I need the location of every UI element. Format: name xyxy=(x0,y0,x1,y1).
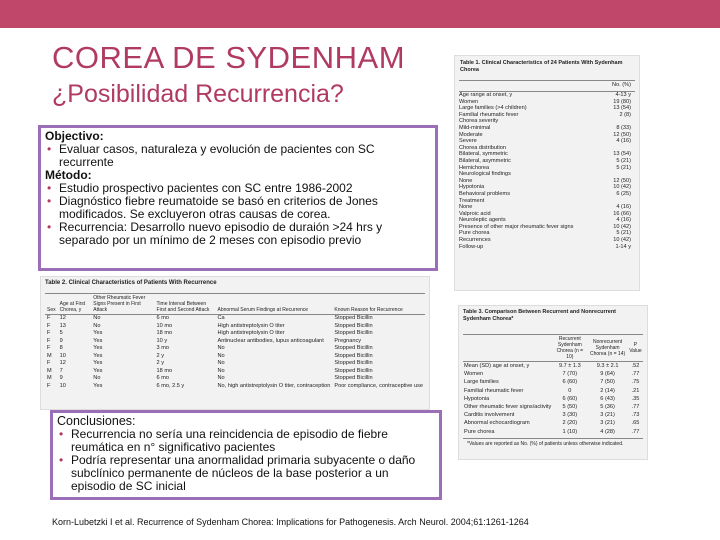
table1-row-value: 2 (8) xyxy=(619,111,631,118)
table1-row-label: None xyxy=(459,177,473,184)
table1-row-value: 4 (16) xyxy=(616,138,631,145)
table2-cell: Stopped Bicillin xyxy=(334,330,373,336)
table1-row-value: 4 (16) xyxy=(616,204,631,211)
table2-cell: 6 mo, 2.5 y xyxy=(156,382,185,389)
table2-cell: Yes xyxy=(93,360,103,366)
table3-row xyxy=(463,362,643,371)
table2-cell: 2 y xyxy=(156,360,165,366)
bullet-icon: • xyxy=(59,453,64,467)
table1-row-label: Chorea distribution xyxy=(459,144,506,151)
table3-footnote: *Values are reported as No. (%) of patients unless otherwise indicated. xyxy=(463,438,643,449)
table2-cell: Stopped Bicillin xyxy=(334,322,373,329)
table2-cell: 7 xyxy=(59,367,63,374)
citation: Korn-Lubetzki I et al. Recurrence of Sydenham Chorea: Implications for Pathogenesis. Arch Neurol. 2004;61:1261-1264 xyxy=(52,517,529,527)
table2-cell: No, high antistreptolysin O titer, contraception xyxy=(217,382,331,389)
conclusion-item: • Podría representar una anormalidad primaria subyacente o daño subclínico permanente de núcleos de la base posterior a un episodio de SC inicial xyxy=(59,453,416,493)
table2-cell: 6 mo xyxy=(156,375,169,381)
table2-cell: F xyxy=(47,330,51,336)
table1-row xyxy=(459,198,635,205)
table2-cell: F xyxy=(47,337,51,344)
table3-cell: Hypotonia xyxy=(464,395,490,402)
table2-row xyxy=(45,330,425,338)
table3-column-header: Recurrent Sydenham Chorea (n = 10) xyxy=(552,335,587,362)
table3-row xyxy=(463,387,643,395)
bullet-icon: • xyxy=(47,142,52,156)
table3-cell: Familial rheumatic fever xyxy=(464,387,524,394)
table2-cell: Pregnancy xyxy=(334,337,362,344)
table1-title: Table 1. Clinical Characteristics of 24 Patients With Sydenham Chorea xyxy=(460,60,623,73)
table3-header-row xyxy=(463,335,643,362)
table2-cell: 3 mo xyxy=(156,345,169,351)
table2-row xyxy=(45,360,425,368)
table1-row xyxy=(459,211,635,218)
table2-cell: 10 mo xyxy=(156,322,173,329)
table3-cell: 9.7 ± 1.3 xyxy=(558,363,581,369)
table1-row-label: Hemichorea xyxy=(459,164,490,171)
bullet-icon: • xyxy=(47,181,52,195)
objective-list xyxy=(45,143,431,169)
table3-cell: .75 xyxy=(631,379,640,386)
table3-cell: 3 (21) xyxy=(600,412,615,419)
table1-row-value: 4 (16) xyxy=(616,217,631,224)
table3-column-header: Nonrecurrent Sydenham Chorea (n = 14) xyxy=(587,335,628,362)
table2-image xyxy=(40,276,430,410)
table2-cell: No xyxy=(217,352,225,359)
table1-row-label: Bilateral, asymmetric xyxy=(459,157,511,164)
table1-row xyxy=(459,224,635,231)
table1-row-label: Pure chorea xyxy=(459,230,490,237)
table1-row-label: Valproic acid xyxy=(459,210,491,217)
table3-column-header xyxy=(463,335,552,362)
table2-cell: 10 y xyxy=(156,337,168,344)
table1-row xyxy=(459,237,635,244)
table1-row-value: 16 (66) xyxy=(613,210,631,217)
table1-row xyxy=(459,204,635,211)
table2-row xyxy=(45,315,425,323)
table1-row-label: Recurrences xyxy=(459,237,491,244)
table1-row xyxy=(459,158,635,165)
table1-row-label: Familial rheumatic fever xyxy=(459,111,519,118)
table1-row xyxy=(459,244,635,251)
conclusions-box xyxy=(50,410,442,500)
table2-cell: Stopped Bicillin xyxy=(334,367,373,374)
table3 xyxy=(463,334,643,436)
table3-cell: 5 (36) xyxy=(600,404,615,411)
table2-column-header: Age at First Chorea, y xyxy=(58,294,92,315)
table1-row-value: 10 (42) xyxy=(613,237,631,244)
table3-cell: Large families xyxy=(464,379,499,386)
table2-cell: No xyxy=(217,367,225,374)
table1-row-value: 8 (33) xyxy=(616,124,631,131)
table2-row xyxy=(45,353,425,361)
table2-row xyxy=(45,368,425,376)
table3-image xyxy=(458,305,648,460)
table2-row xyxy=(45,338,425,346)
table2-column-header: Time Interval Between First and Second Attack xyxy=(155,294,216,315)
table1-row-label: Moderate xyxy=(459,131,483,138)
table3-cell: 2 (20) xyxy=(562,420,578,427)
table2-column-header: Known Reason for Recurrence xyxy=(332,294,425,315)
table1-row-value: 10 (42) xyxy=(613,223,631,230)
table2-column-header: Sex xyxy=(45,294,58,315)
table3-row xyxy=(463,411,643,419)
table2-cell: 13 xyxy=(59,322,66,329)
top-banner xyxy=(0,0,720,28)
table3-cell: Pure chorea xyxy=(464,428,495,435)
table1-row-value: 13 (54) xyxy=(613,151,631,158)
method-item: • Estudio prospectivo pacientes con SC entre 1986-2002 xyxy=(47,181,353,195)
table2-cell: Poor compliance, contraceptive use xyxy=(334,382,423,389)
table3-cell: Carditis involvement xyxy=(464,412,515,419)
table2-header-row xyxy=(45,294,425,315)
table3-cell: .35 xyxy=(631,395,640,402)
table3-cell: .65 xyxy=(631,420,640,427)
table2-cell: F xyxy=(47,322,51,329)
table1-row xyxy=(459,171,635,178)
table1-row xyxy=(459,112,635,119)
table3-title: Table 3. Comparison Between Recurrent and Nonrecurrent Sydenham Chorea* xyxy=(463,309,617,322)
table2-row xyxy=(45,323,425,331)
table2-cell: Ca xyxy=(217,315,225,321)
table1-row-label: Hypotonia xyxy=(459,184,485,191)
bullet-icon: • xyxy=(59,427,64,441)
table3-row xyxy=(463,403,643,411)
table2-column-header: Abnormal Serum Findings at Recurrence xyxy=(215,294,332,315)
table2-cell: Stopped Bicillin xyxy=(334,375,373,381)
conclusions-list xyxy=(57,428,435,493)
table1-row xyxy=(459,138,635,145)
table3-cell: .73 xyxy=(631,412,640,419)
table2-title: Table 2. Clinical Characteristics of Patients With Recurrence xyxy=(45,280,217,286)
table1-row-label: None xyxy=(459,204,473,211)
table1-row-label: Neurological findings xyxy=(459,171,511,178)
table2-cell: 10 xyxy=(59,382,66,389)
table2-cell: 8 xyxy=(59,345,63,351)
table2-cell: High antistreptolysin O titer xyxy=(217,330,285,336)
table1-body xyxy=(455,92,639,250)
table3-cell: 5 (50) xyxy=(562,404,578,411)
table1-row-label: Women xyxy=(459,98,479,105)
table2-cell: 5 xyxy=(59,330,63,336)
objective-method-box xyxy=(38,125,438,271)
table3-column-header: P Value xyxy=(628,335,643,362)
table2-cell: M xyxy=(47,367,52,374)
table2-cell: No xyxy=(93,375,101,381)
table1-image xyxy=(454,55,640,291)
table2-cell: M xyxy=(47,352,52,359)
table2-row xyxy=(45,375,425,383)
table1-header: No. (%) xyxy=(459,80,635,92)
table1-row-value: 13 (54) xyxy=(613,105,631,112)
table3-row xyxy=(463,419,643,427)
table1-row-value: 19 (80) xyxy=(613,98,631,105)
table2-cell: 6 mo xyxy=(156,315,169,321)
table2-cell: Yes xyxy=(93,330,103,336)
table1-row-value: 5 (21) xyxy=(616,164,631,171)
table3-cell: Other rheumatic fever signs/activity xyxy=(464,404,552,411)
method-list xyxy=(45,182,431,247)
table2-row xyxy=(45,383,425,391)
table2-cell: Stopped Bicillin xyxy=(334,345,373,351)
table3-cell: 4 (28) xyxy=(600,428,615,435)
table2-cell: 18 mo xyxy=(156,367,173,374)
table2-cell: Stopped Bicillin xyxy=(334,360,373,366)
table2-cell: High antistreptolysin O titer xyxy=(217,322,285,329)
table1-row-value: 5 (21) xyxy=(616,230,631,237)
table3-cell: 9 (64) xyxy=(600,371,615,378)
table1-row xyxy=(459,105,635,112)
table2 xyxy=(45,293,425,390)
table3-cell: 6 (60) xyxy=(562,395,578,402)
table3-cell: 6 (43) xyxy=(600,395,615,402)
table1-row-label: Follow-up xyxy=(459,243,484,250)
table2-body xyxy=(45,315,425,391)
table1-row-value: 10 (42) xyxy=(613,184,631,191)
table2-cell: Stopped Bicillin xyxy=(334,315,373,321)
table1-row xyxy=(459,125,635,132)
table3-cell: .52 xyxy=(631,363,640,369)
table3-cell: 9.3 ± 2.1 xyxy=(596,363,619,369)
table3-cell: 0 xyxy=(568,387,572,394)
table2-cell: 18 mo xyxy=(156,330,173,336)
table2-cell: No xyxy=(217,375,225,381)
table2-cell: Yes xyxy=(93,337,103,344)
table1-row xyxy=(459,191,635,198)
table3-cell: 7 (50) xyxy=(600,379,615,386)
table2-cell: Yes xyxy=(93,352,103,359)
table2-cell: Yes xyxy=(93,382,103,389)
table2-cell: Yes xyxy=(93,345,103,351)
table3-cell: 1 (10) xyxy=(562,428,578,435)
table2-cell: No xyxy=(93,315,101,321)
table1-row-label: Bilateral, symmetric xyxy=(459,151,508,158)
table3-cell: 7 (70) xyxy=(562,371,578,378)
conclusion-item: • Recurrencia no sería una reincidencia de episodio de fiebre reumática en n° significativo pacientes xyxy=(59,427,388,454)
slide-subtitle: ¿Posibilidad Recurrencia? xyxy=(52,80,344,108)
table1-row xyxy=(459,178,635,185)
table2-cell: F xyxy=(47,345,51,351)
table3-row xyxy=(463,428,643,436)
table2-cell: Stopped Bicillin xyxy=(334,352,373,359)
table1-row-label: Treatment xyxy=(459,197,485,204)
table1-row-value: 4-13 y xyxy=(615,92,631,98)
table1-row xyxy=(459,145,635,152)
table2-cell: 9 xyxy=(59,375,63,381)
table2-cell: 12 xyxy=(59,315,66,321)
table1-row-label: Mild-minimal xyxy=(459,124,491,131)
table1-row xyxy=(459,165,635,172)
table2-cell: No xyxy=(217,345,225,351)
table1-row xyxy=(459,132,635,139)
table3-cell: 3 (30) xyxy=(562,412,578,419)
table1-row xyxy=(459,184,635,191)
table2-cell: 9 xyxy=(59,337,63,344)
method-item: • Diagnóstico fiebre reumatoide se basó en criterios de Jones modificados. Se excluyeron otras causas de corea. xyxy=(47,194,378,221)
table2-column-header: Other Rheumatic Fever Signs Present in First Attack xyxy=(91,294,154,315)
table1-row xyxy=(459,217,635,224)
table3-cell: Abnormal echocardiogram xyxy=(464,420,530,427)
table2-cell: F xyxy=(47,360,51,366)
table1-row xyxy=(459,230,635,237)
table1-row xyxy=(459,99,635,106)
table1-row-value: 1-14 y xyxy=(615,243,631,250)
table1-row-label: Chorea severity xyxy=(459,118,499,125)
objective-heading: Objectivo: xyxy=(45,129,104,143)
table1-row-label: Neuroleptic agents xyxy=(459,217,506,224)
slide-title: COREA DE SYDENHAM xyxy=(52,40,406,75)
table2-cell: F xyxy=(47,382,51,389)
table3-cell: .77 xyxy=(631,404,640,411)
bullet-icon: • xyxy=(47,220,52,234)
conclusions-heading: Conclusiones: xyxy=(57,414,136,428)
table2-cell: 12 xyxy=(59,360,66,366)
table3-cell: 2 (14) xyxy=(600,387,615,394)
table2-cell: 2 y xyxy=(156,352,165,359)
table1-row-value: 5 (21) xyxy=(616,157,631,164)
table2-cell: Antinuclear antibodies, lupus anticoagulant xyxy=(217,337,324,344)
table1-row-label: Large families (>4 children) xyxy=(459,105,527,112)
table3-cell: 6 (60) xyxy=(562,379,578,386)
table1-row xyxy=(459,92,635,99)
table3-row xyxy=(463,370,643,378)
table3-cell: 3 (21) xyxy=(600,420,615,427)
table2-row xyxy=(45,345,425,353)
bullet-icon: • xyxy=(47,194,52,208)
table2-cell: 10 xyxy=(59,352,66,359)
table1-row-label: Presence of other major rheumatic fever signs xyxy=(459,223,574,230)
method-heading: Método: xyxy=(45,168,92,182)
table1-row-value: 12 (50) xyxy=(613,177,631,184)
table1-row-value: 12 (50) xyxy=(613,131,631,138)
table2-cell: Yes xyxy=(93,367,103,374)
table1-row xyxy=(459,151,635,158)
table3-cell: Women xyxy=(464,371,484,378)
table1-row xyxy=(459,118,635,125)
method-item: • Recurrencia: Desarrollo nuevo episodio de duraión >24 hrs y separado por un mínimo de 2 meses con episodio previo xyxy=(47,220,383,247)
table2-cell: No xyxy=(93,322,101,329)
table1-row-label: Age range at onset, y xyxy=(459,92,513,98)
table3-body xyxy=(463,362,643,436)
table2-cell: F xyxy=(47,315,51,321)
table2-cell: M xyxy=(47,375,52,381)
table3-row xyxy=(463,378,643,386)
table2-cell: No xyxy=(217,360,225,366)
table3-cell: .77 xyxy=(631,428,640,435)
table3-cell: .21 xyxy=(631,387,640,394)
table3-cell: Mean (SD) age at onset, y xyxy=(464,363,530,369)
table1-row-value: 6 (25) xyxy=(616,190,631,197)
table1-row-label: Severe xyxy=(459,138,477,145)
table3-cell: .77 xyxy=(631,371,640,378)
table1-row-label: Behavioral problems xyxy=(459,190,510,197)
objective-item: • Evaluar casos, naturaleza y evolución de pacientes con SC recurrente xyxy=(47,142,375,169)
table3-row xyxy=(463,395,643,403)
